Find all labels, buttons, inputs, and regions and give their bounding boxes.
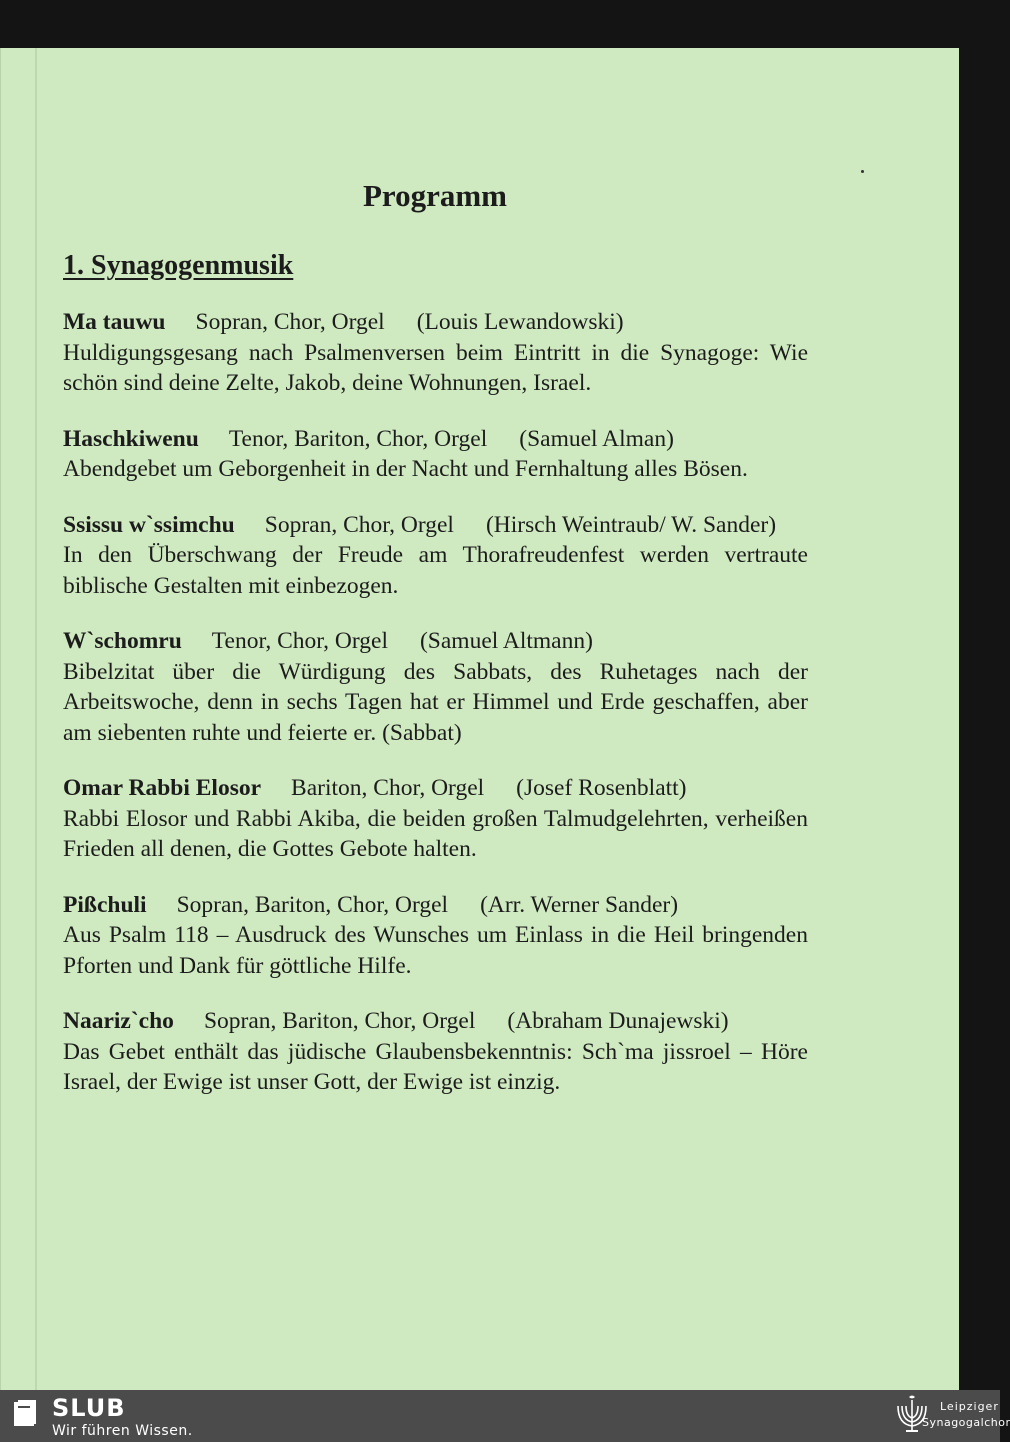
piece-voices: Sopran, Chor, Orgel [264,511,454,538]
piece-title: Naariz`cho [63,1008,174,1034]
piece-voices: Bariton, Chor, Orgel [291,775,485,801]
program-entry [63,307,808,399]
piece-composer: (Arr. Werner Sander) [480,891,679,918]
piece-description: Rabbi Elosor und Rabbi Akiba, die beiden großen Talmudgelehrten, verheißen Frieden all denen, die Gottes Gebote halten. [63,805,808,862]
piece-title: Omar Rabbi Elosor [63,775,262,801]
piece-description: Huldigungsgesang nach Psalmenversen beim Eintritt in die Synagoge: Wie schön sind deine Zelte, Jakob, deine Wohnungen, Israel. [63,339,808,396]
piece-description: In den Überschwang der Freude am Thorafreudenfest werden vertraute biblische Gestalten mit einbezogen. [63,542,808,599]
piece-voices: Sopran, Bariton, Chor, Orgel [203,1008,476,1034]
piece-composer: (Louis Lewandowski) [416,309,624,335]
program-entry [63,1006,808,1098]
piece-composer: (Josef Rosenblatt) [516,775,687,801]
page-title: Programm [362,178,508,213]
section-heading: 1. Synagogenmusik [63,250,294,281]
piece-composer: (Samuel Altmann) [419,628,593,654]
piece-voices: Tenor, Chor, Orgel [211,628,388,654]
program-entries [63,307,808,1123]
program-entry [63,424,808,485]
book-icon[interactable] [10,1398,40,1428]
piece-description: Abendgebet um Geborgenheit in der Nacht und Fernhaltung alles Bösen. [63,456,748,482]
paper-speck [861,170,864,173]
piece-description: Das Gebet enthält das jüdische Glaubensbekenntnis: Sch`ma jissroel – Höre Israel, der Ewige ist unser Gott, der Ewige ist einzig. [63,1038,808,1095]
program-entry [63,626,808,748]
piece-title: W`schomru [63,628,182,654]
viewer-footer [0,1390,1010,1442]
piece-title: Pißchuli [63,891,147,918]
piece-description: Aus Psalm 118 – Ausdruck des Wunsches um Einlass in die Heil bringenden Pforten und Dank für göttliche Hilfe. [63,922,808,979]
library-name[interactable]: SLUB [52,1394,126,1422]
choir-name-line1: Leipziger [940,1400,999,1413]
piece-composer: (Abraham Dunajewski) [507,1008,729,1034]
program-entry [63,773,808,865]
piece-composer: (Hirsch Weintraub/ W. Sander) [485,511,777,538]
piece-composer: (Samuel Alman) [519,425,674,452]
fold-line [35,48,37,1390]
piece-description: Bibelzitat über die Würdigung des Sabbats, des Ruhetages nach der Arbeitswoche, denn in sechs Tagen hat er Himmel und Erde geschaffen, aber am siebenten ruhte und feierte er. (Sabbat) [63,658,808,746]
program-entry [63,510,808,602]
piece-title: Haschkiwenu [63,425,199,452]
choir-name-line2: Synagogalchor [922,1416,1010,1429]
piece-voices: Sopran, Bariton, Chor, Orgel [176,891,449,918]
piece-title: Ma tauwu [63,309,166,335]
program-entry [63,890,808,982]
piece-title: Ssissu w`ssimchu [63,511,235,538]
library-tagline: Wir führen Wissen. [52,1423,193,1439]
piece-voices: Tenor, Bariton, Chor, Orgel [228,425,488,452]
piece-voices: Sopran, Chor, Orgel [195,309,385,335]
